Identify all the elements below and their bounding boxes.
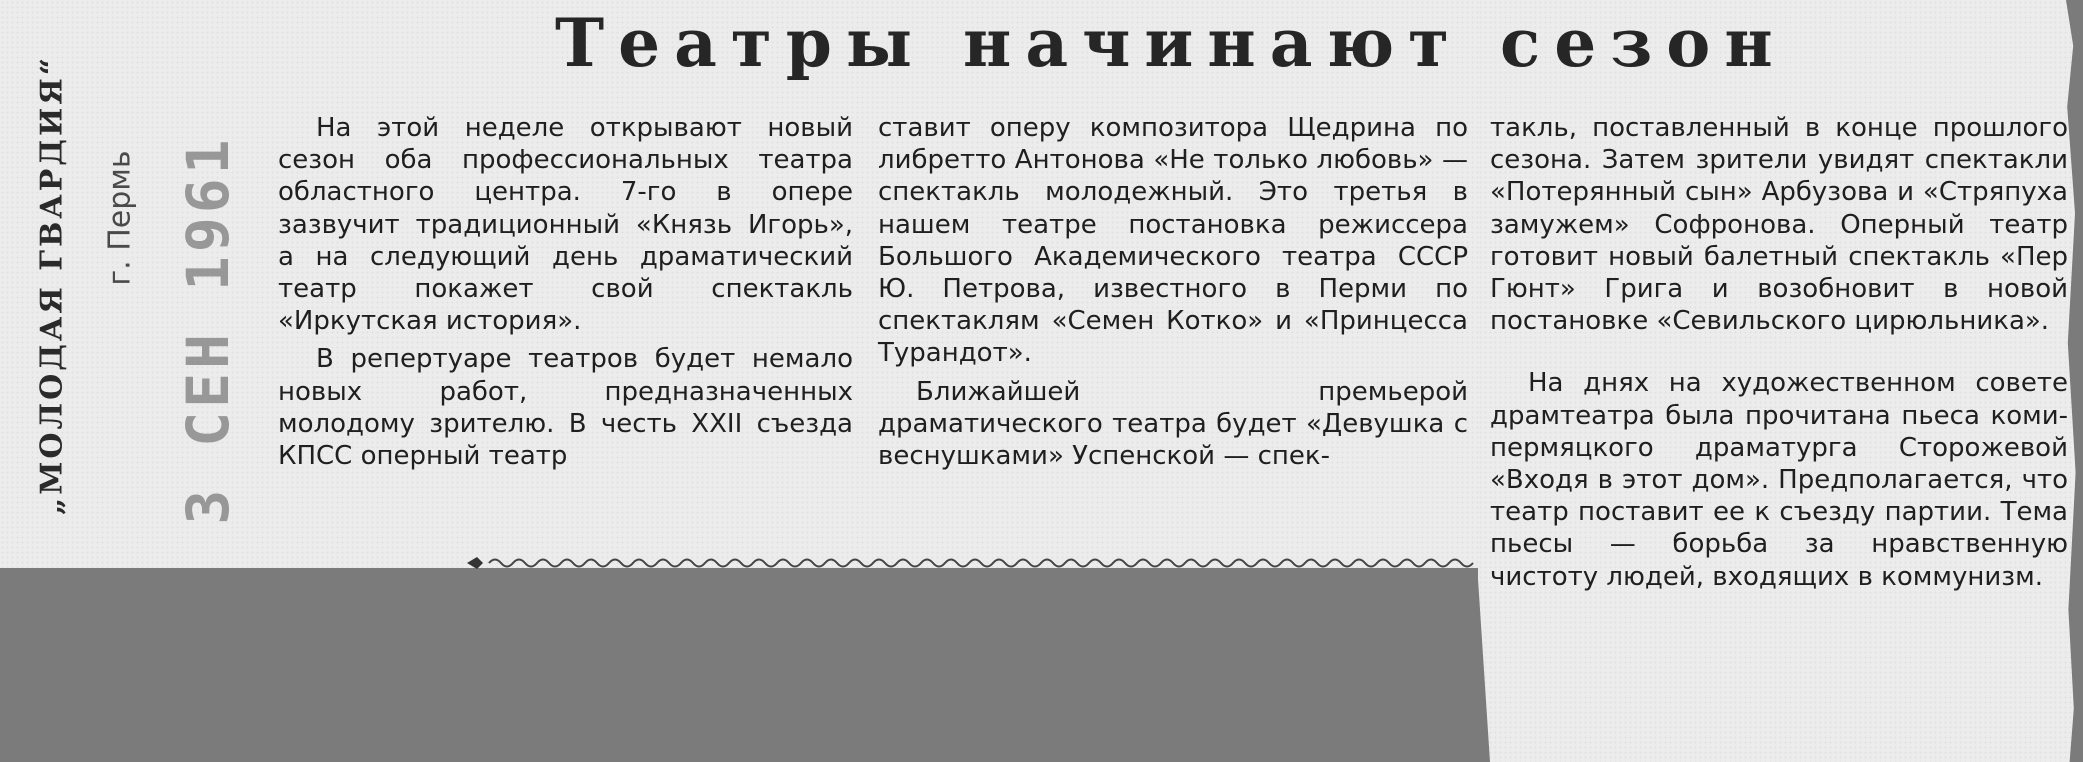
date-stamp: 3 СЕН 1961: [174, 135, 242, 525]
article-headline: Театры начинают сезон: [555, 4, 1787, 82]
article-column-2: [878, 112, 1468, 472]
paragraph: На этой неделе открывают новый сезон оба профессиональных театра областного центра. 7-го в опере зазвучит традиционный «Князь Игорь», а на следующий день драматический театр покажет свой спектакль «Иркутская история».: [278, 113, 853, 337]
article-column-1: [278, 112, 853, 472]
paragraph: ставит оперу композитора Щедрина по либретто Антонова «Не только любовь» — спектакль молодежный. Это третья в нашем театре постановка режиссера Большого Академического театра СССР Ю. Петрова, известного в Перми по спектаклям «Семен Котко» и «Принцесса Турандот».: [878, 113, 1468, 369]
newspaper-masthead: [22, 12, 82, 558]
paragraph: На днях на художественном совете драмтеатра была прочитана пьеса коми-пермяцкого драматурга Сторожевой «Входя в этот дом». Предполагается, что театр поставит ее к съезду партии. Тема пьесы — борьба за нравственную чистоту людей, входящих в коммунизм.: [1490, 368, 2068, 592]
paragraph: В репертуаре театров будет немало новых работ, предназначенных молодому зрителю. В честь XXII съезда КПСС оперный театр: [278, 344, 853, 472]
article-column-3: [1490, 112, 2068, 593]
paragraph: такль, поставленный в конце прошлого сезона. Затем зрители увидят спектакли «Потерянный сын» Арбузова и «Стряпуха замужем» Софронова. Оперный театр готовит новый балетный спектакль «Пер Гюнт» Грига и возобновит в новой постановке «Севильского цирюльника».: [1490, 113, 2068, 337]
paragraph: Ближайшей премьерой драматического театра будет «Девушка с веснушками» Успенской — спек-: [878, 376, 1468, 472]
city-label: г. Пермь: [102, 150, 138, 286]
masthead-title: „МОЛОДАЯ ГВАРДИЯ“: [34, 54, 70, 516]
wavy-divider: [465, 552, 1475, 574]
